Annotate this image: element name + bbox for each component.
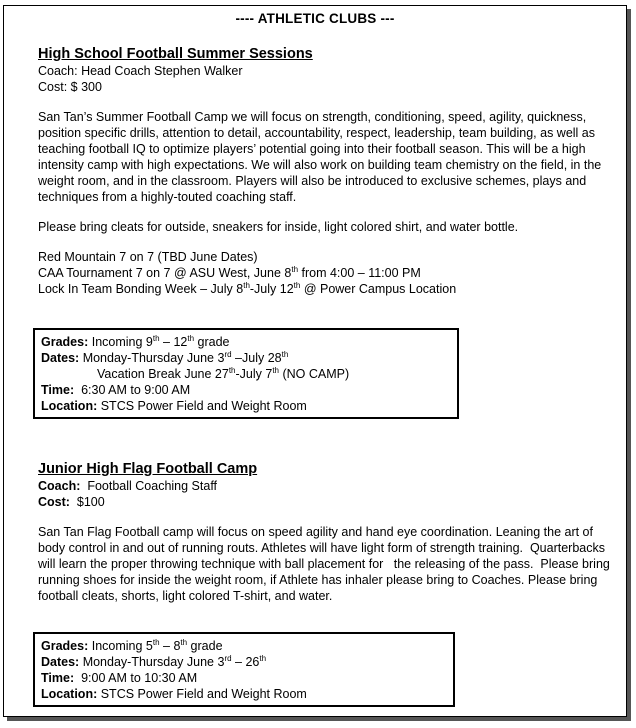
hs-event-3: Lock In Team Bonding Week – July 8th-July 12th @ Power Campus Location [38,280,457,296]
hs-info-box [33,328,459,419]
jh-coach: Coach: Football Coaching Staff [38,479,218,493]
page-header: ---- ATHLETIC CLUBS --- [235,11,395,26]
jh-dates: Dates: Monday-Thursday June 3rd – 26th [41,653,267,669]
hs-title: High School Football Summer Sessions [38,46,313,62]
hs-description: San Tan’s Summer Football Camp we will focus on strength, conditioning, speed, agility, quickness, position specific drills, attention to detail, accountability, respect, leadership, team building, as well as teaching football IQ to optimize players’ potential going into their football season. This will be a high intensity camp with high expectations. We will also work on building team chemistry on the field, in the weight room, and in the classroom. Players will also be introduced to exclusive schemes, plays and techniques from a highly-touted coaching staff. [38,110,602,204]
hs-time: Time: 6:30 AM to 9:00 AM [41,383,191,397]
jh-info-box [33,632,455,707]
hs-grades: Grades: Incoming 9th – 12th grade [41,333,230,349]
hs-section [38,46,618,297]
jh-section [38,461,618,604]
hs-dates: Dates: Monday-Thursday June 3rd –July 28th [41,349,289,365]
hs-event-1: Red Mountain 7 on 7 (TBD June Dates) [38,250,258,264]
jh-time: Time: 9:00 AM to 10:30 AM [41,671,198,685]
jh-description: San Tan Flag Football camp will focus on speed agility and hand eye coordination. Leaning the art of body control in and out of running routs. Athletes will have light form of strength training. Quarterbacks will learn the proper throwing technique with ball placement for the releasing of the pass. Please bring running shoes for inside the weight room, if Athlete has inhaler please bring to Coaches. Please bring football cleats, shorts, light colored T-shirt, and water. [38,525,614,603]
jh-grades: Grades: Incoming 5th – 8th grade [41,637,223,653]
hs-location: Location: STCS Power Field and Weight Room [41,399,307,413]
flyer-page [3,5,627,717]
jh-title: Junior High Flag Football Camp [38,461,258,477]
hs-vacation: Vacation Break June 27th-July 7th (NO CAMP) [97,365,350,381]
hs-event-2: CAA Tournament 7 on 7 @ ASU West, June 8th from 4:00 – 11:00 PM [38,264,421,280]
hs-events [38,249,618,297]
hs-bring: Please bring cleats for outside, sneakers for inside, light colored shirt, and water bottle. [38,220,519,234]
jh-location: Location: STCS Power Field and Weight Room [41,687,307,701]
hs-cost: Cost: $ 300 [38,80,102,94]
hs-coach: Coach: Head Coach Stephen Walker [38,64,243,78]
jh-cost: Cost: $100 [38,495,105,509]
